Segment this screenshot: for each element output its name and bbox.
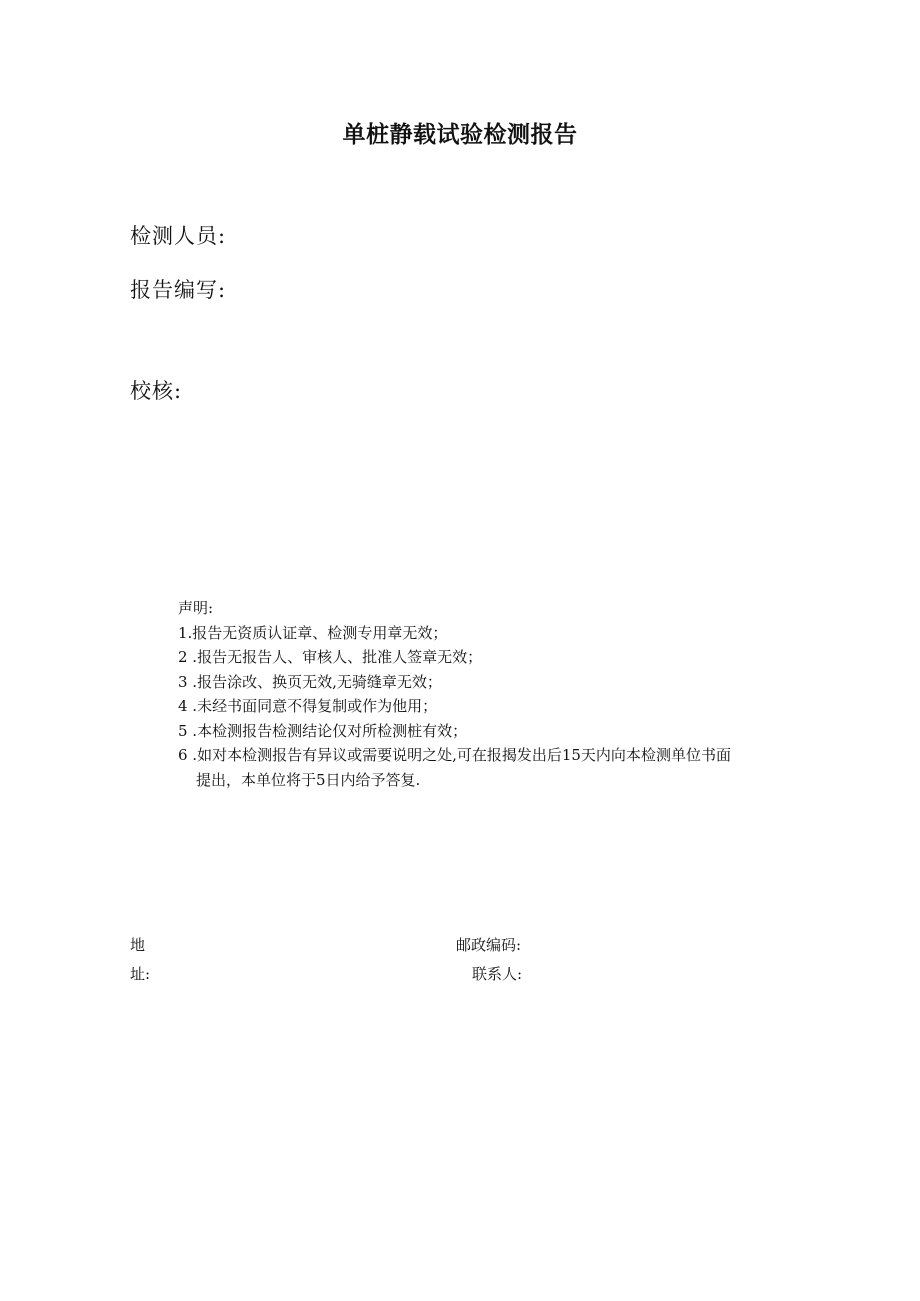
declaration-item-3: 3 .报告涂改、换页无效,无骑缝章无效； [178,672,442,691]
inspector-label: 检测人员: [130,224,227,248]
postal-code-label: 邮政编码: [456,936,522,954]
report-title: 单桩静载试验检测报告 [342,122,578,148]
report-writer-label: 报告编写: [130,278,227,302]
declaration-item-5: 5 .本检测报告检测结论仅对所检测桩有效； [178,721,468,740]
contact-label: 联系人: [472,965,523,983]
declaration-heading: 声明: [178,599,214,617]
address-label-part2: 址: [130,965,151,983]
reviewer-label: 校核: [130,379,183,403]
declaration-item-1: 1.报告无资质认证章、检测专用章无效； [178,623,448,642]
declaration-item-6: 6 .如对本检测报告有异议或需要说明之处,可在报揭发出后15天内向本检测单位书面 [178,746,731,764]
declaration-item-4: 4 .未经书面同意不得复制或作为他用； [178,697,438,715]
address-label-part1: 地 [130,936,146,954]
declaration-item-2: 2 .报告无报告人、审核人、批准人签章无效； [178,648,483,666]
declaration-block [178,596,838,792]
declaration-item-6-continuation: 提出，本单位将于5日内给予答复. [196,770,421,789]
